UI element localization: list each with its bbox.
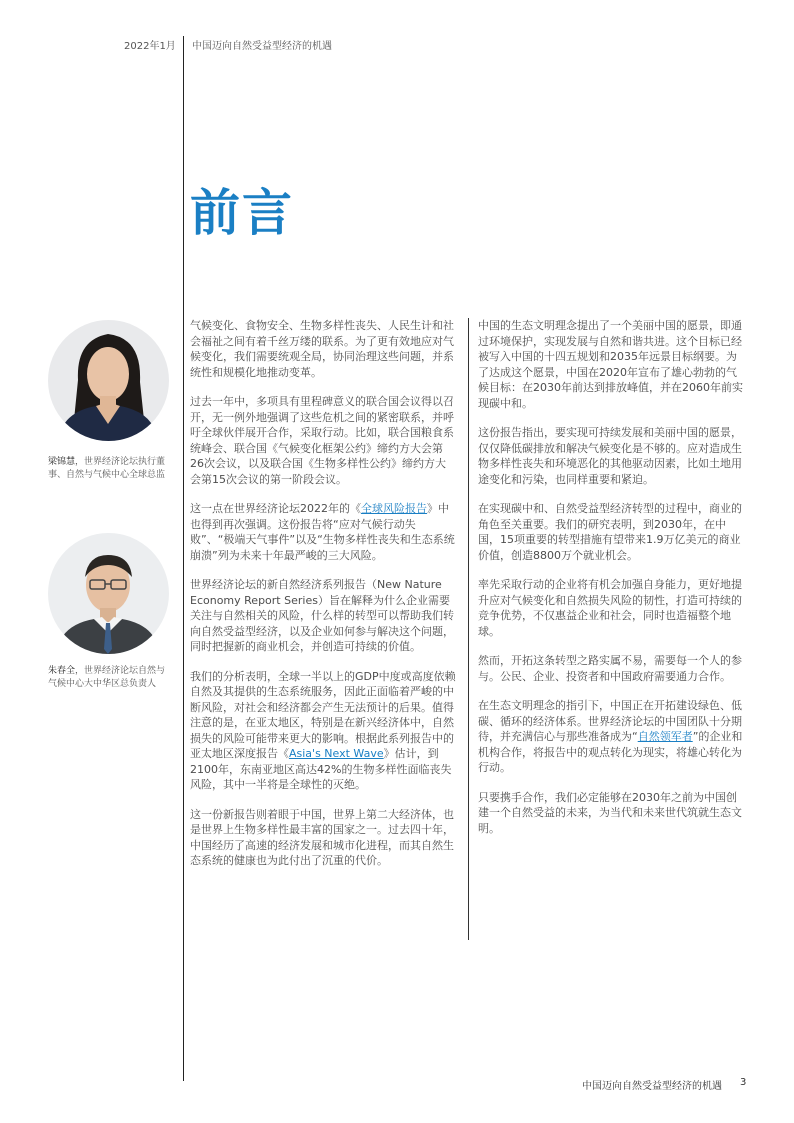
body-column-right — [478, 318, 744, 850]
caption-person-1 — [48, 456, 172, 482]
portrait-photo-2 — [48, 533, 169, 654]
global-risks-report-link[interactable]: 全球风险报告 — [361, 502, 427, 515]
paragraph-text: 》估计，到2100年，东南亚地区高达42%的生物多样性面临丧失风险，其中一半将是全球性的灭绝。 — [190, 747, 452, 791]
paragraph — [478, 698, 744, 776]
paragraph: 世界经济论坛的新自然经济系列报告（New Nature Economy Report Series）旨在解释为什么企业需要关注与自然相关的风险，什么样的转型可以帮助我们转向自然受益型经济，以及企业如何参与解决这个问题，同时把握新的商业机会，并创造可持续的价值。 — [190, 578, 454, 653]
vertical-divider — [183, 36, 184, 1081]
paragraph-text: 》中也得到再次强调。这份报告将“应对气候行动失败”、“极端天气事件”以及“生物多样性丧失和生态系统崩溃”列为未来十年最严峻的三大风险。 — [190, 502, 455, 562]
paragraph-text: ”的企业和机构合作，将报告中的观点转化为现实，将雄心转化为行动。 — [478, 730, 743, 774]
header-title: 中国迈向自然受益型经济的机遇 — [192, 41, 332, 52]
paragraph-text: 我们的分析表明，全球一半以上的GDP中度或高度依赖自然及其提供的生态系统服务，因此正面临着严峻的中断风险，对社会和经济都会产生无法预计的后果。值得注意的是，在亚太地区，特别是在新兴经济体中，自然损失的风险可能带来更大的影响。根据此系列报告中的亚太地区深度报告《 — [190, 669, 456, 760]
person-1-role: ，世界经济论坛执行董事、自然与气候中心全球总监 — [48, 457, 166, 480]
footer-title: 中国迈向自然受益型经济的机遇 — [582, 1081, 722, 1092]
paragraph-text: 这一点在世界经济论坛2022年的《 — [190, 502, 361, 515]
paragraph — [190, 669, 456, 793]
paragraph: 在实现碳中和、自然受益型经济转型的过程中，商业的角色至关重要。我们的研究表明，到2030年，在中国，15项重要的转型措施有望带来1.9万亿美元的商业价值，创造8800万个就业机会。 — [478, 502, 742, 562]
paragraph — [190, 501, 456, 563]
paragraph: 气候变化、食物安全、生物多样性丧失、人民生计和社会福祉之间有着千丝万缕的联系。为了更有效地应对气候变化，我们需要统观全局，协同治理这些问题，并系统性和规模化地推动变革。 — [190, 319, 454, 379]
person-2-role: ，世界经济论坛自然与气候中心大中华区总负责人 — [48, 666, 166, 689]
column-divider — [468, 318, 469, 940]
nature-champions-link[interactable]: 自然领军者 — [637, 730, 693, 743]
paragraph: 然而，开拓这条转型之路实属不易，需要每一个人的参与。公民、企业、投资者和中国政府需要通力合作。 — [478, 654, 742, 683]
paragraph: 只要携手合作，我们必定能够在2030年之前为中国创建一个自然受益的未来，为当代和未来世代筑就生态文明。 — [478, 790, 742, 835]
paragraph: 这一份新报告则着眼于中国，世界上第二大经济体，也是世界上生物多样性最丰富的国家之一。过去四十年，中国经历了高速的经济发展和城市化进程，而其自然生态系统的健康也为此付出了沉重的代价。 — [190, 807, 454, 867]
header-date: 2022年1月 — [124, 41, 176, 52]
body-column-left — [190, 318, 456, 883]
paragraph-text: 在生态文明理念的指引下，中国正在开拓建设绿色、低碳、循环的经济体系。世界经济论坛的中国团队十分期待，并充满信心与那些准备成为“ — [478, 699, 742, 743]
asias-next-wave-link[interactable]: Asia's Next Wave — [289, 747, 384, 760]
caption-person-2 — [48, 665, 172, 691]
paragraph: 过去一年中，多项具有里程碑意义的联合国会议得以召开，无一例外地强调了这些危机之间的紧密联系，并呼吁全球伙伴展开合作，采取行动。比如，联合国粮食系统峰会、联合国《气候变化框架公约》缔约方大会第26次会议，以及联合国《生物多样性公约》缔约方大会第15次会议的第一阶段会议。 — [190, 395, 454, 486]
portrait-photo-1 — [48, 320, 169, 441]
person-2-name: 朱春全 — [48, 666, 76, 676]
page-number: 3 — [740, 1077, 747, 1088]
paragraph: 率先采取行动的企业将有机会加强自身能力，更好地提升应对气候变化和自然损失风险的韧性，打造可持续的竞争优势，不仅惠益企业和社会，同时也造福整个地球。 — [478, 578, 742, 638]
page-heading: 前言 — [190, 184, 294, 242]
paragraph: 中国的生态文明理念提出了一个美丽中国的愿景，即通过环境保护，实现发展与自然和谐共进。这个目标已经被写入中国的十四五规划和2035年远景目标纲要。为了达成这个愿景，中国在2020年宣布了雄心勃勃的气候目标：在2030年前达到排放峰值，并在2060年前实现碳中和。 — [478, 319, 743, 410]
person-1-name: 梁锦慧 — [48, 457, 76, 467]
paragraph: 这份报告指出，要实现可持续发展和美丽中国的愿景，仅仅降低碳排放和解决气候变化是不够的。应对造成生物多样性丧失和环境恶化的其他驱动因素，比如土地用途变化和污染，也同样重要和紧迫。 — [478, 426, 742, 486]
